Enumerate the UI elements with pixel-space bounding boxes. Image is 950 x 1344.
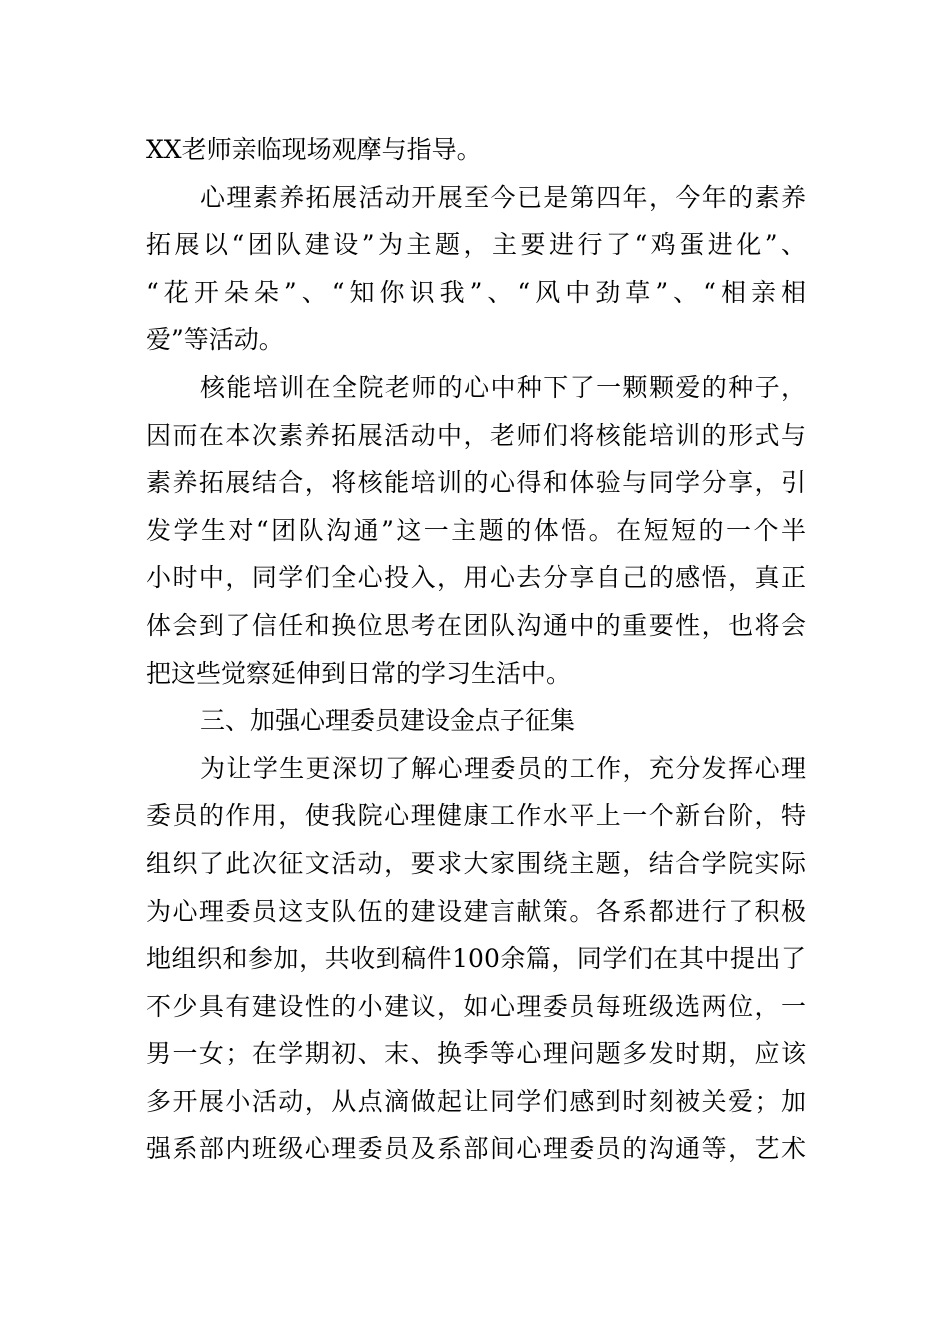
text-line: 因而在本次素养拓展活动中，老师们将核能培训的形式与 [146,420,806,450]
text-line: 小时中，同学们全心投入，用心去分享自己的感悟，真正 [146,563,806,593]
section-heading: 三、加强心理委员建设金点子征集 [200,706,576,736]
text-line: 不少具有建设性的小建议，如心理委员每班级选两位，一 [146,991,806,1021]
text-line: 男一女；在学期初、末、换季等心理问题多发时期，应该 [146,1039,806,1069]
text-line: 为心理委员这支队伍的建设建言献策。各系都进行了积极 [146,896,806,926]
document-body [146,126,806,1173]
text-line: 为让学生更深切了解心理委员的工作，充分发挥心理 [200,753,806,783]
text-line: 体会到了信任和换位思考在团队沟通中的重要性，也将会 [146,610,806,640]
text-line: 组织了此次征文活动，要求大家围绕主题，结合学院实际 [146,848,806,878]
text-line: 委员的作用，使我院心理健康工作水平上一个新台阶，特 [146,801,806,831]
text-line: 强系部内班级心理委员及系部间心理委员的沟通等，艺术 [146,1134,806,1164]
text-line: 爱”等活动。 [146,325,284,355]
text-line: “花开朵朵”、“知你识我”、“风中劲草”、“相亲相 [146,277,806,307]
text-line: 心理素养拓展活动开展至今已是第四年，今年的素养 [200,182,806,212]
text-line: 多开展小活动，从点滴做起让同学们感到时刻被关爱；加 [146,1086,806,1116]
text-line: 素养拓展结合，将核能培训的心得和体验与同学分享，引 [146,468,806,498]
text-line: 地组织和参加，共收到稿件100余篇，同学们在其中提出了 [146,944,806,974]
text-line: 发学生对“团队沟通”这一主题的体悟。在短短的一个半 [146,515,806,545]
text-line: 拓展以“团队建设”为主题，主要进行了“鸡蛋进化”、 [146,230,806,260]
text-line: 把这些觉察延伸到日常的学习生活中。 [146,658,572,688]
text-line: 核能培训在全院老师的心中种下了一颗颗爱的种子， [200,372,806,402]
text-line: XX老师亲临现场观摩与指导。 [146,135,482,164]
